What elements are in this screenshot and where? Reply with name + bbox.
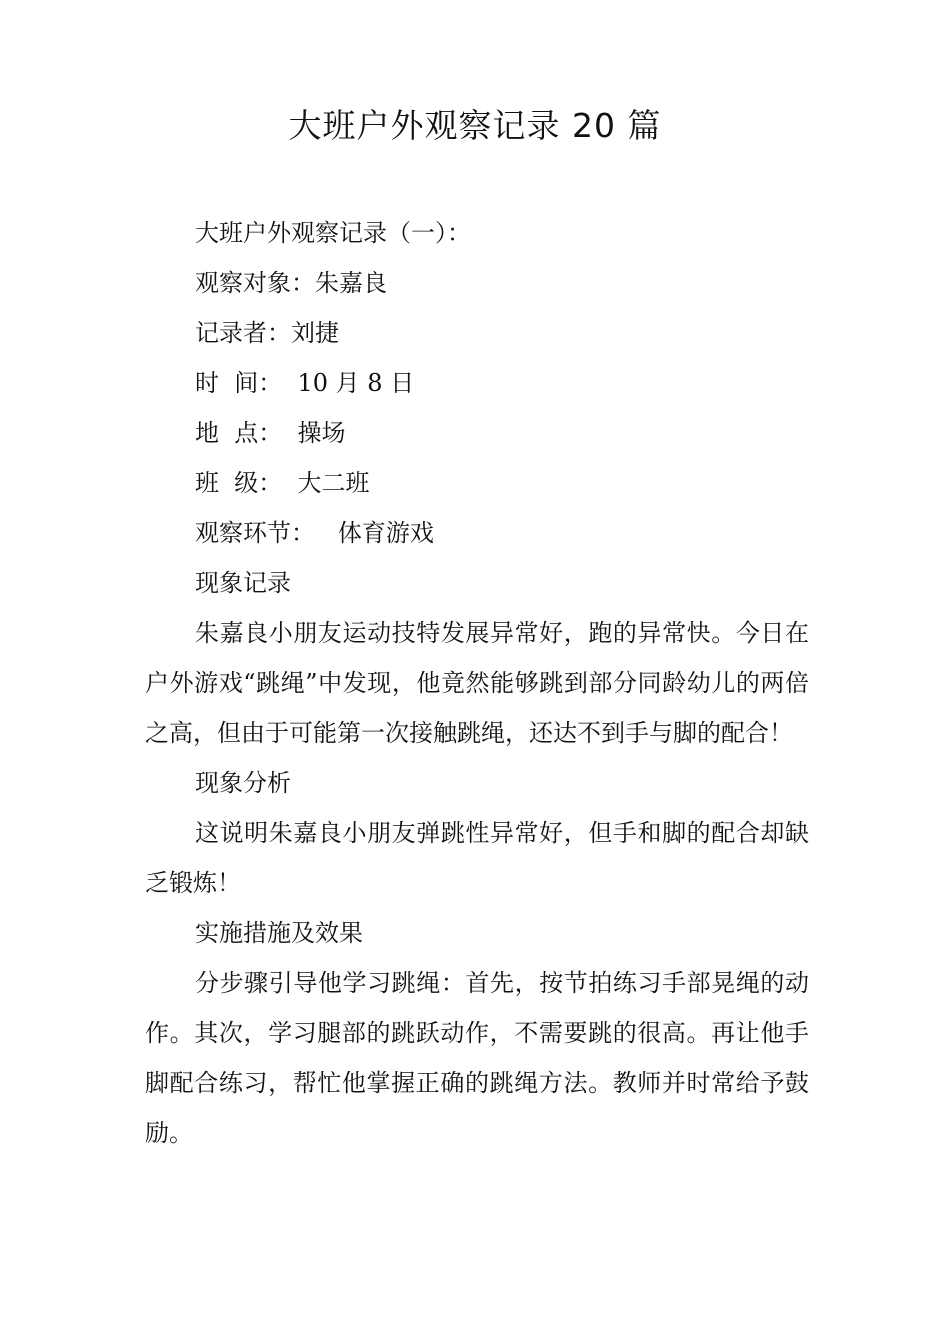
observation-activity: 观察环节： 体育游戏 — [195, 519, 434, 547]
measures-paragraph: 分步骤引导他学习跳绳：首先，按节拍练习手部晃绳的动作。其次，学习腿部的跳跃动作，不需要跳的很高。再让他手脚配合练习，帮忙他掌握正确的跳绳方法。教师并时常给予鼓励。 — [145, 969, 809, 1147]
phenomenon-record-heading: 现象记录 — [195, 569, 291, 597]
recorder: 记录者：刘捷 — [195, 319, 339, 347]
observation-location: 地 点： 操场 — [195, 419, 346, 447]
phenomenon-analysis-heading: 现象分析 — [195, 769, 291, 797]
document-body — [145, 208, 809, 1158]
document-title: 大班户外观察记录 20 篇 — [288, 106, 662, 145]
observation-subject: 观察对象：朱嘉良 — [195, 269, 387, 297]
class-name: 班 级： 大二班 — [195, 469, 370, 497]
observation-time: 时 间： 10 月 8 日 — [195, 369, 415, 397]
section-heading: 大班户外观察记录（一）： — [195, 219, 471, 247]
phenomenon-analysis-paragraph: 这说明朱嘉良小朋友弹跳性异常好，但手和脚的配合却缺乏锻炼！ — [145, 819, 809, 897]
phenomenon-record-paragraph: 朱嘉良小朋友运动技特发展异常好，跑的异常快。今日在户外游戏“跳绳”中发现，他竟然能够跳到部分同龄幼儿的两倍之高，但由于可能第一次接触跳绳，还达不到手与脚的配合！ — [145, 619, 809, 747]
measures-heading: 实施措施及效果 — [195, 919, 363, 947]
